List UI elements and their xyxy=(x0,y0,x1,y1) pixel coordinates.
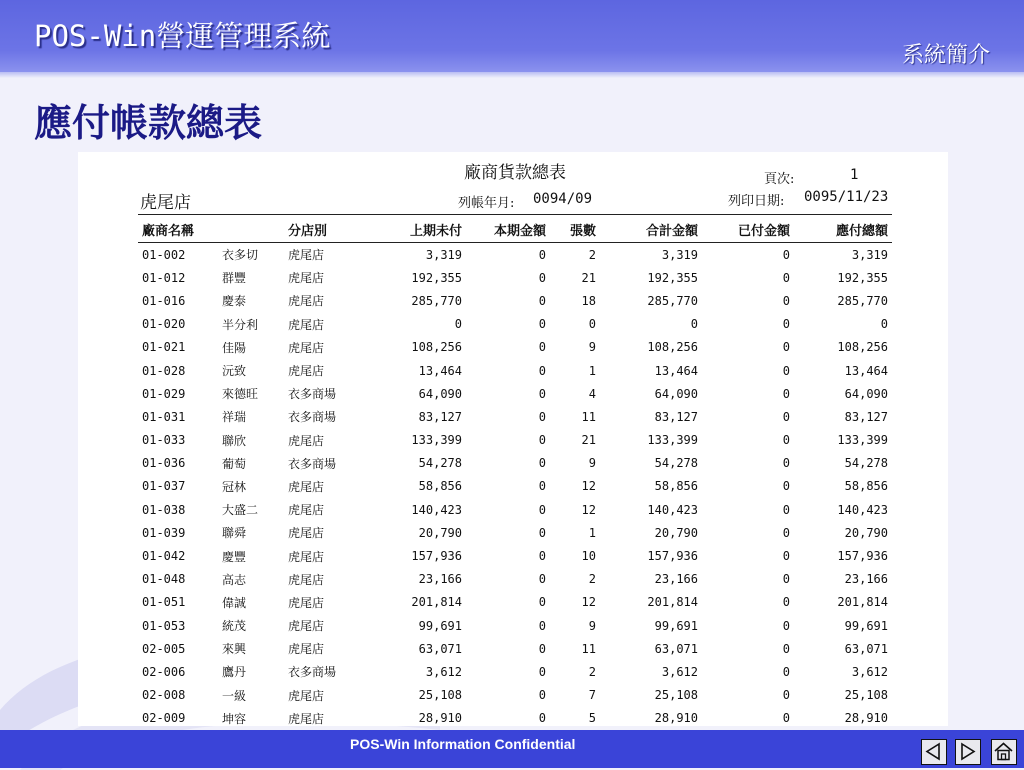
report-store: 虎尾店 xyxy=(140,193,191,213)
cell-current-amount: 0 xyxy=(538,618,546,633)
cell-vendor-name: 統茂 xyxy=(222,619,247,634)
cell-prev-unpaid: 64,090 xyxy=(418,386,462,401)
col-header-branch: 分店別 xyxy=(284,216,378,243)
table-row xyxy=(138,660,892,683)
cell-total: 201,814 xyxy=(647,595,698,610)
cell-branch: 虎尾店 xyxy=(288,340,325,355)
col-header-paid: 已付金額 xyxy=(702,216,794,243)
col-header-current-amount: 本期金額 xyxy=(466,216,550,243)
home-icon xyxy=(992,740,1015,763)
cell-vendor-code: 01-038 xyxy=(142,502,186,517)
cell-total: 13,464 xyxy=(654,363,698,378)
cell-count: 12 xyxy=(581,595,596,610)
cell-vendor-name: 半分利 xyxy=(222,317,259,332)
cell-payable-total: 63,071 xyxy=(844,641,888,656)
cell-vendor-name: 一級 xyxy=(222,688,247,703)
cell-total: 58,856 xyxy=(654,479,698,494)
table-row xyxy=(138,591,892,614)
cell-branch: 虎尾店 xyxy=(288,688,325,703)
cell-vendor-code: 02-009 xyxy=(142,711,186,726)
cell-count: 9 xyxy=(588,618,596,633)
cell-current-amount: 0 xyxy=(538,711,546,726)
cell-prev-unpaid: 63,071 xyxy=(418,641,462,656)
cell-payable-total: 20,790 xyxy=(844,525,888,540)
cell-prev-unpaid: 13,464 xyxy=(418,363,462,378)
cell-vendor-code: 01-031 xyxy=(142,409,186,424)
cell-branch: 虎尾店 xyxy=(288,294,325,309)
col-header-count: 張數 xyxy=(550,216,600,243)
cell-vendor-code: 02-006 xyxy=(142,664,186,679)
report-sheet xyxy=(78,152,948,726)
cell-count: 1 xyxy=(588,363,596,378)
cell-vendor-code: 01-033 xyxy=(142,433,186,448)
cell-total: 64,090 xyxy=(654,386,698,401)
cell-payable-total: 25,108 xyxy=(844,688,888,703)
cell-current-amount: 0 xyxy=(538,525,546,540)
print-date-label: 列印日期: xyxy=(728,194,785,209)
table-row xyxy=(138,452,892,475)
cell-prev-unpaid: 108,256 xyxy=(411,340,462,355)
cell-prev-unpaid: 140,423 xyxy=(411,502,462,517)
cell-payable-total: 192,355 xyxy=(837,270,888,285)
cell-vendor-name: 大盛二 xyxy=(222,503,259,518)
cell-total: 63,071 xyxy=(654,641,698,656)
cell-vendor-code: 01-048 xyxy=(142,572,186,587)
cell-branch: 衣多商場 xyxy=(288,456,337,471)
cell-payable-total: 285,770 xyxy=(837,293,888,308)
cell-vendor-code: 02-005 xyxy=(142,641,186,656)
cell-vendor-name: 聯舜 xyxy=(222,526,247,541)
header-shadow xyxy=(0,72,1024,78)
cell-current-amount: 0 xyxy=(538,572,546,587)
period-label: 列帳年月: xyxy=(458,196,515,211)
cell-payable-total: 108,256 xyxy=(837,340,888,355)
cell-prev-unpaid: 3,612 xyxy=(425,664,462,679)
table-row xyxy=(138,243,892,267)
cell-vendor-code: 02-008 xyxy=(142,688,186,703)
cell-branch: 虎尾店 xyxy=(288,526,325,541)
report-rule-top xyxy=(138,214,892,215)
confidential-notice: POS-Win Information Confidential xyxy=(350,736,576,752)
cell-branch: 衣多商場 xyxy=(288,387,337,402)
cell-branch: 虎尾店 xyxy=(288,479,325,494)
table-row xyxy=(138,544,892,567)
cell-prev-unpaid: 99,691 xyxy=(418,618,462,633)
cell-branch: 虎尾店 xyxy=(288,364,325,379)
cell-total: 133,399 xyxy=(647,433,698,448)
cell-vendor-name: 慶豐 xyxy=(222,549,247,564)
cell-total: 28,910 xyxy=(654,711,698,726)
cell-paid: 0 xyxy=(782,618,790,633)
col-header-vendor: 廠商名稱 xyxy=(138,216,218,243)
page-title: 應付帳款總表 xyxy=(34,100,263,145)
cell-current-amount: 0 xyxy=(538,386,546,401)
cell-vendor-name: 佳陽 xyxy=(222,340,247,355)
table-row xyxy=(138,289,892,312)
cell-branch: 衣多商場 xyxy=(288,410,337,425)
cell-branch: 虎尾店 xyxy=(288,271,325,286)
cell-vendor-code: 01-002 xyxy=(142,247,186,262)
cell-vendor-name: 鷹丹 xyxy=(222,665,247,680)
cell-paid: 0 xyxy=(782,433,790,448)
cell-vendor-name: 慶泰 xyxy=(222,294,247,309)
cell-count: 11 xyxy=(581,641,596,656)
payables-table xyxy=(138,216,892,726)
cell-payable-total: 3,612 xyxy=(851,664,888,679)
cell-vendor-code: 01-028 xyxy=(142,363,186,378)
cell-paid: 0 xyxy=(782,479,790,494)
cell-prev-unpaid: 25,108 xyxy=(418,688,462,703)
cell-branch: 虎尾店 xyxy=(288,503,325,518)
cell-branch: 虎尾店 xyxy=(288,642,325,657)
cell-current-amount: 0 xyxy=(538,247,546,262)
cell-count: 9 xyxy=(588,340,596,355)
cell-total: 23,166 xyxy=(654,572,698,587)
cell-paid: 0 xyxy=(782,456,790,471)
cell-current-amount: 0 xyxy=(538,502,546,517)
cell-count: 4 xyxy=(588,386,596,401)
page-number-value: 1 xyxy=(850,167,859,183)
table-row xyxy=(138,266,892,289)
cell-prev-unpaid: 28,910 xyxy=(418,711,462,726)
cell-branch: 虎尾店 xyxy=(288,433,325,448)
cell-current-amount: 0 xyxy=(538,595,546,610)
col-header-payable-total: 應付總額 xyxy=(794,216,892,243)
cell-vendor-code: 01-020 xyxy=(142,317,186,332)
cell-paid: 0 xyxy=(782,247,790,262)
cell-vendor-name: 衣多切 xyxy=(222,248,259,263)
cell-total: 285,770 xyxy=(647,293,698,308)
cell-count: 2 xyxy=(588,247,596,262)
cell-vendor-code: 01-012 xyxy=(142,270,186,285)
col-header-prev-unpaid: 上期未付 xyxy=(378,216,466,243)
cell-vendor-name: 來德旺 xyxy=(222,387,259,402)
cell-payable-total: 23,166 xyxy=(844,572,888,587)
cell-count: 2 xyxy=(588,572,596,587)
cell-current-amount: 0 xyxy=(538,664,546,679)
cell-vendor-code: 01-051 xyxy=(142,595,186,610)
cell-vendor-code: 01-053 xyxy=(142,618,186,633)
cell-prev-unpaid: 133,399 xyxy=(411,433,462,448)
next-slide-button[interactable] xyxy=(955,739,981,765)
table-row xyxy=(138,568,892,591)
cell-vendor-code: 01-037 xyxy=(142,479,186,494)
cell-vendor-code: 01-029 xyxy=(142,386,186,401)
col-header-vendor-name xyxy=(218,216,284,243)
cell-paid: 0 xyxy=(782,502,790,517)
cell-current-amount: 0 xyxy=(538,456,546,471)
table-row xyxy=(138,521,892,544)
cell-count: 12 xyxy=(581,502,596,517)
next-icon xyxy=(956,740,979,763)
cell-current-amount: 0 xyxy=(538,409,546,424)
cell-paid: 0 xyxy=(782,293,790,308)
section-label: 系統簡介 xyxy=(901,43,990,68)
cell-current-amount: 0 xyxy=(538,433,546,448)
cell-total: 3,612 xyxy=(661,664,698,679)
cell-prev-unpaid: 192,355 xyxy=(411,270,462,285)
cell-paid: 0 xyxy=(782,363,790,378)
cell-branch: 虎尾店 xyxy=(288,572,325,587)
cell-vendor-name: 來興 xyxy=(222,642,247,657)
cell-payable-total: 99,691 xyxy=(844,618,888,633)
table-row xyxy=(138,614,892,637)
table-row xyxy=(138,637,892,660)
cell-payable-total: 28,910 xyxy=(844,711,888,726)
cell-current-amount: 0 xyxy=(538,641,546,656)
cell-count: 1 xyxy=(588,525,596,540)
cell-count: 18 xyxy=(581,293,596,308)
cell-current-amount: 0 xyxy=(538,293,546,308)
cell-vendor-code: 01-036 xyxy=(142,456,186,471)
cell-total: 0 xyxy=(690,317,698,332)
cell-vendor-code: 01-016 xyxy=(142,293,186,308)
cell-paid: 0 xyxy=(782,270,790,285)
cell-total: 99,691 xyxy=(654,618,698,633)
table-row xyxy=(138,382,892,405)
cell-payable-total: 3,319 xyxy=(851,247,888,262)
table-row xyxy=(138,359,892,382)
table-row xyxy=(138,429,892,452)
cell-count: 21 xyxy=(581,433,596,448)
cell-paid: 0 xyxy=(782,409,790,424)
cell-count: 21 xyxy=(581,270,596,285)
cell-count: 0 xyxy=(588,317,596,332)
cell-prev-unpaid: 0 xyxy=(454,317,462,332)
cell-prev-unpaid: 285,770 xyxy=(411,293,462,308)
table-row xyxy=(138,313,892,336)
cell-paid: 0 xyxy=(782,340,790,355)
cell-vendor-name: 高志 xyxy=(222,572,247,587)
cell-vendor-name: 坤容 xyxy=(222,711,247,726)
cell-current-amount: 0 xyxy=(538,549,546,564)
cell-branch: 衣多商場 xyxy=(288,665,337,680)
table-row xyxy=(138,498,892,521)
table-header-row xyxy=(138,216,892,243)
cell-current-amount: 0 xyxy=(538,317,546,332)
home-button[interactable] xyxy=(991,739,1017,765)
cell-paid: 0 xyxy=(782,711,790,726)
cell-branch: 虎尾店 xyxy=(288,248,325,263)
cell-paid: 0 xyxy=(782,549,790,564)
cell-prev-unpaid: 83,127 xyxy=(418,409,462,424)
page-number-label: 頁次: xyxy=(764,172,795,187)
cell-branch: 虎尾店 xyxy=(288,711,325,726)
cell-paid: 0 xyxy=(782,317,790,332)
cell-vendor-name: 沅致 xyxy=(222,364,247,379)
cell-count: 2 xyxy=(588,664,596,679)
cell-vendor-code: 01-021 xyxy=(142,340,186,355)
cell-prev-unpaid: 157,936 xyxy=(411,549,462,564)
cell-payable-total: 201,814 xyxy=(837,595,888,610)
cell-total: 83,127 xyxy=(654,409,698,424)
table-row xyxy=(138,707,892,726)
cell-count: 11 xyxy=(581,409,596,424)
col-header-total: 合計金額 xyxy=(600,216,702,243)
cell-total: 140,423 xyxy=(647,502,698,517)
cell-current-amount: 0 xyxy=(538,479,546,494)
cell-count: 12 xyxy=(581,479,596,494)
cell-current-amount: 0 xyxy=(538,688,546,703)
cell-vendor-name: 群豐 xyxy=(222,271,247,286)
cell-payable-total: 0 xyxy=(880,317,888,332)
cell-total: 157,936 xyxy=(647,549,698,564)
cell-current-amount: 0 xyxy=(538,340,546,355)
cell-payable-total: 133,399 xyxy=(837,433,888,448)
previous-icon xyxy=(922,740,945,763)
print-date-value: 0095/11/23 xyxy=(804,189,889,205)
period-value: 0094/09 xyxy=(533,191,593,207)
cell-total: 192,355 xyxy=(647,270,698,285)
cell-current-amount: 0 xyxy=(538,270,546,285)
cell-branch: 虎尾店 xyxy=(288,595,325,610)
cell-prev-unpaid: 201,814 xyxy=(411,595,462,610)
cell-paid: 0 xyxy=(782,386,790,401)
cell-payable-total: 140,423 xyxy=(837,502,888,517)
cell-payable-total: 64,090 xyxy=(844,386,888,401)
cell-prev-unpaid: 54,278 xyxy=(418,456,462,471)
cell-branch: 虎尾店 xyxy=(288,619,325,634)
cell-current-amount: 0 xyxy=(538,363,546,378)
cell-count: 10 xyxy=(581,549,596,564)
cell-total: 20,790 xyxy=(654,525,698,540)
cell-count: 7 xyxy=(588,688,596,703)
cell-vendor-name: 聯欣 xyxy=(222,433,247,448)
cell-payable-total: 13,464 xyxy=(844,363,888,378)
cell-total: 3,319 xyxy=(661,247,698,262)
cell-branch: 虎尾店 xyxy=(288,317,325,332)
table-row xyxy=(138,684,892,707)
cell-total: 108,256 xyxy=(647,340,698,355)
cell-paid: 0 xyxy=(782,641,790,656)
cell-payable-total: 58,856 xyxy=(844,479,888,494)
cell-total: 54,278 xyxy=(654,456,698,471)
cell-vendor-name: 祥瑞 xyxy=(222,410,247,425)
cell-vendor-name: 偉誠 xyxy=(222,595,247,610)
cell-payable-total: 157,936 xyxy=(837,549,888,564)
table-row xyxy=(138,336,892,359)
cell-paid: 0 xyxy=(782,572,790,587)
cell-branch: 虎尾店 xyxy=(288,549,325,564)
table-row xyxy=(138,405,892,428)
cell-prev-unpaid: 20,790 xyxy=(418,525,462,540)
cell-total: 25,108 xyxy=(654,688,698,703)
cell-vendor-name: 葡萄 xyxy=(222,456,247,471)
cell-prev-unpaid: 3,319 xyxy=(425,247,462,262)
cell-payable-total: 54,278 xyxy=(844,456,888,471)
cell-paid: 0 xyxy=(782,688,790,703)
cell-prev-unpaid: 23,166 xyxy=(418,572,462,587)
cell-count: 9 xyxy=(588,456,596,471)
cell-vendor-name: 冠林 xyxy=(222,479,247,494)
cell-payable-total: 83,127 xyxy=(844,409,888,424)
cell-count: 5 xyxy=(588,711,596,726)
cell-paid: 0 xyxy=(782,595,790,610)
app-title: POS-Win營運管理系統 xyxy=(34,19,331,53)
cell-paid: 0 xyxy=(782,664,790,679)
cell-vendor-code: 01-042 xyxy=(142,549,186,564)
previous-slide-button[interactable] xyxy=(921,739,947,765)
table-row xyxy=(138,475,892,498)
cell-prev-unpaid: 58,856 xyxy=(418,479,462,494)
report-title: 廠商貨款總表 xyxy=(464,163,566,183)
cell-vendor-code: 01-039 xyxy=(142,525,186,540)
cell-paid: 0 xyxy=(782,525,790,540)
